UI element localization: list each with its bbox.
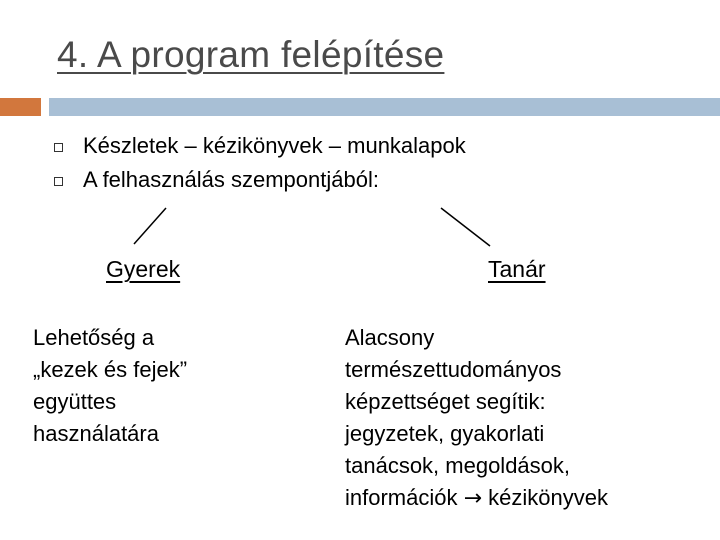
connector-line-right bbox=[441, 208, 490, 246]
text-line: tanácsok, megoldások, bbox=[345, 453, 571, 478]
text-segment: információk bbox=[345, 485, 458, 510]
heading-tanar: Tanár bbox=[488, 256, 546, 282]
bullet-text: Készletek – kézikönyvek – munkalapok bbox=[83, 133, 466, 158]
text-segment: kézikönyvek bbox=[488, 485, 609, 510]
text-line: természettudományos bbox=[345, 357, 562, 382]
text-line: Lehetőség a bbox=[33, 325, 155, 350]
square-bullet-icon bbox=[54, 143, 63, 152]
square-bullet-icon bbox=[54, 177, 63, 186]
right-column-text bbox=[345, 322, 608, 515]
connector-line-left bbox=[134, 208, 166, 244]
text-line: Alacsony bbox=[345, 325, 435, 350]
text-line: képzettséget segítik: bbox=[345, 389, 546, 414]
heading-gyerek: Gyerek bbox=[106, 256, 181, 282]
title-rule-bar bbox=[49, 98, 720, 116]
text-line-with-arrow bbox=[345, 482, 608, 515]
slide-title: 4. A program felépítése bbox=[57, 34, 445, 75]
bullet-text: A felhasználás szempontjából: bbox=[83, 167, 379, 192]
arrow-right-icon: → bbox=[463, 486, 483, 511]
text-line: „kezek és fejek” bbox=[33, 357, 188, 382]
text-line: jegyzetek, gyakorlati bbox=[345, 421, 545, 446]
text-line: használatára bbox=[33, 421, 159, 446]
title-accent-bar bbox=[0, 98, 41, 116]
text-line: együttes bbox=[33, 389, 117, 414]
left-column-text bbox=[33, 322, 187, 450]
